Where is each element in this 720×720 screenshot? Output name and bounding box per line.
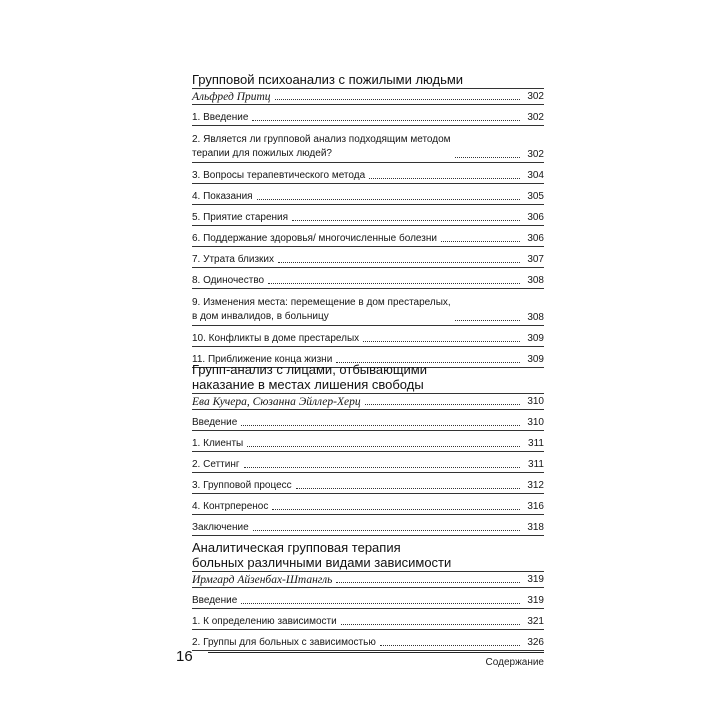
page-ref: 312	[527, 480, 544, 491]
dot-leader	[341, 624, 520, 625]
entry-title	[192, 133, 451, 161]
dot-leader	[275, 99, 520, 100]
dot-leader	[241, 425, 520, 426]
dot-leader	[247, 446, 520, 447]
toc-entry	[192, 501, 544, 515]
dot-leader	[252, 120, 520, 121]
section-title	[192, 540, 544, 570]
dot-leader	[278, 262, 520, 263]
entry-title: 6. Поддержание здоровья/ многочисленные болезни	[192, 233, 437, 244]
page-ref: 304	[527, 170, 544, 181]
section-title-line: наказание в местах лишения свободы	[192, 377, 424, 392]
dot-leader	[268, 283, 520, 284]
footer-rule	[208, 652, 544, 653]
entry-title: 8. Одиночество	[192, 275, 265, 286]
page-ref: 310	[527, 396, 544, 407]
page-ref: 306	[527, 212, 544, 223]
section-title	[192, 72, 544, 87]
dot-leader	[380, 645, 520, 646]
entry-title: Введение	[192, 417, 238, 428]
page-ref: 316	[527, 501, 544, 512]
entry-title: Введение	[192, 595, 238, 606]
entry-title: 4. Контрперенос	[192, 501, 269, 512]
entry-title: 3. Вопросы терапевтического метода	[192, 170, 366, 181]
author-name: Ева Кучера, Сюзанна Эйллер-Херц	[192, 396, 361, 408]
entry-title: 11. Приближение конца жизни	[192, 354, 333, 365]
dot-leader	[455, 157, 520, 158]
toc-entry	[192, 417, 544, 431]
dot-leader	[363, 341, 520, 342]
toc-entry	[192, 637, 544, 651]
dot-leader	[296, 488, 520, 489]
page-ref: 310	[527, 417, 544, 428]
page-ref: 326	[527, 637, 544, 648]
author-row	[192, 571, 544, 588]
dot-leader	[455, 320, 520, 321]
toc-entry	[192, 333, 544, 347]
page-ref: 308	[527, 312, 544, 323]
toc-entry	[192, 233, 544, 247]
entry-title-line: терапии для пожилых людей?	[192, 148, 332, 159]
toc-entry	[192, 296, 544, 326]
entry-title-line: 9. Изменения места: перемещение в дом престарелых,	[192, 297, 451, 308]
section-title-line: Аналитическая групповая терапия	[192, 540, 401, 555]
toc-section-1	[192, 72, 544, 368]
dot-leader	[369, 178, 520, 179]
page-ref: 309	[527, 333, 544, 344]
page-ref: 311	[528, 438, 544, 449]
section-title-line: Групп-анализ с лицами, отбывающими	[192, 362, 428, 377]
toc-entry	[192, 616, 544, 630]
entry-title: 2. Группы для больных с зависимостью	[192, 637, 376, 648]
page-ref: 319	[527, 574, 544, 585]
entry-title: 1. Введение	[192, 112, 249, 123]
author-row	[192, 88, 544, 105]
entry-title: 7. Утрата близких	[192, 254, 275, 265]
entry-title: 1. К определению зависимости	[192, 616, 337, 627]
page-ref: 311	[528, 459, 544, 470]
entry-title: 1. Клиенты	[192, 438, 244, 449]
dot-leader	[244, 467, 521, 468]
dot-leader	[257, 199, 520, 200]
author-row	[192, 393, 544, 410]
page-ref: 302	[527, 112, 544, 123]
entry-title: 4. Показания	[192, 191, 253, 202]
page-ref: 307	[527, 254, 544, 265]
dot-leader	[441, 241, 520, 242]
toc-entry	[192, 480, 544, 494]
page-ref: 306	[527, 233, 544, 244]
section-title-line: Групповой психоанализ с пожилыми людьми	[192, 72, 464, 87]
page-ref: 309	[527, 354, 544, 365]
toc-entry	[192, 275, 544, 289]
toc-entry	[192, 254, 544, 268]
author-name: Ирмгард Айзенбах-Штангль	[192, 574, 333, 586]
page-ref: 305	[527, 191, 544, 202]
author-name: Альфред Притц	[192, 91, 271, 103]
toc-entry	[192, 191, 544, 205]
page-ref: 318	[527, 522, 544, 533]
page-ref: 302	[527, 91, 544, 102]
entry-title-line: 2. Является ли групповой анализ подходящим методом	[192, 134, 451, 145]
dot-leader	[241, 603, 520, 604]
page-ref: 302	[527, 149, 544, 160]
entry-title	[192, 296, 451, 324]
toc-entry	[192, 112, 544, 126]
section-title-line: больных различными видами зависимости	[192, 555, 452, 570]
toc-entry	[192, 133, 544, 163]
toc-section-2	[192, 362, 544, 536]
dot-leader	[365, 404, 520, 405]
entry-title: 2. Сеттинг	[192, 459, 240, 470]
page-ref: 308	[527, 275, 544, 286]
toc-entry	[192, 438, 544, 452]
toc-entry	[192, 522, 544, 536]
toc-entry	[192, 212, 544, 226]
entry-title: 5. Приятие старения	[192, 212, 289, 223]
dot-leader	[292, 220, 520, 221]
running-head: Содержание	[485, 657, 544, 668]
entry-title: 3. Групповой процесс	[192, 480, 292, 491]
dot-leader	[272, 509, 520, 510]
dot-leader	[253, 530, 520, 531]
section-title	[192, 362, 544, 392]
page-number: 16	[176, 648, 193, 665]
toc-entry	[192, 595, 544, 609]
page-ref: 321	[527, 616, 544, 627]
dot-leader	[336, 582, 520, 583]
toc-section-3	[192, 540, 544, 651]
toc-entry	[192, 170, 544, 184]
entry-title: 10. Конфликты в доме престарелых	[192, 333, 360, 344]
toc-entry	[192, 459, 544, 473]
entry-title-line: в дом инвалидов, в больницу	[192, 311, 329, 322]
entry-title: Заключение	[192, 522, 249, 533]
page-ref: 319	[527, 595, 544, 606]
